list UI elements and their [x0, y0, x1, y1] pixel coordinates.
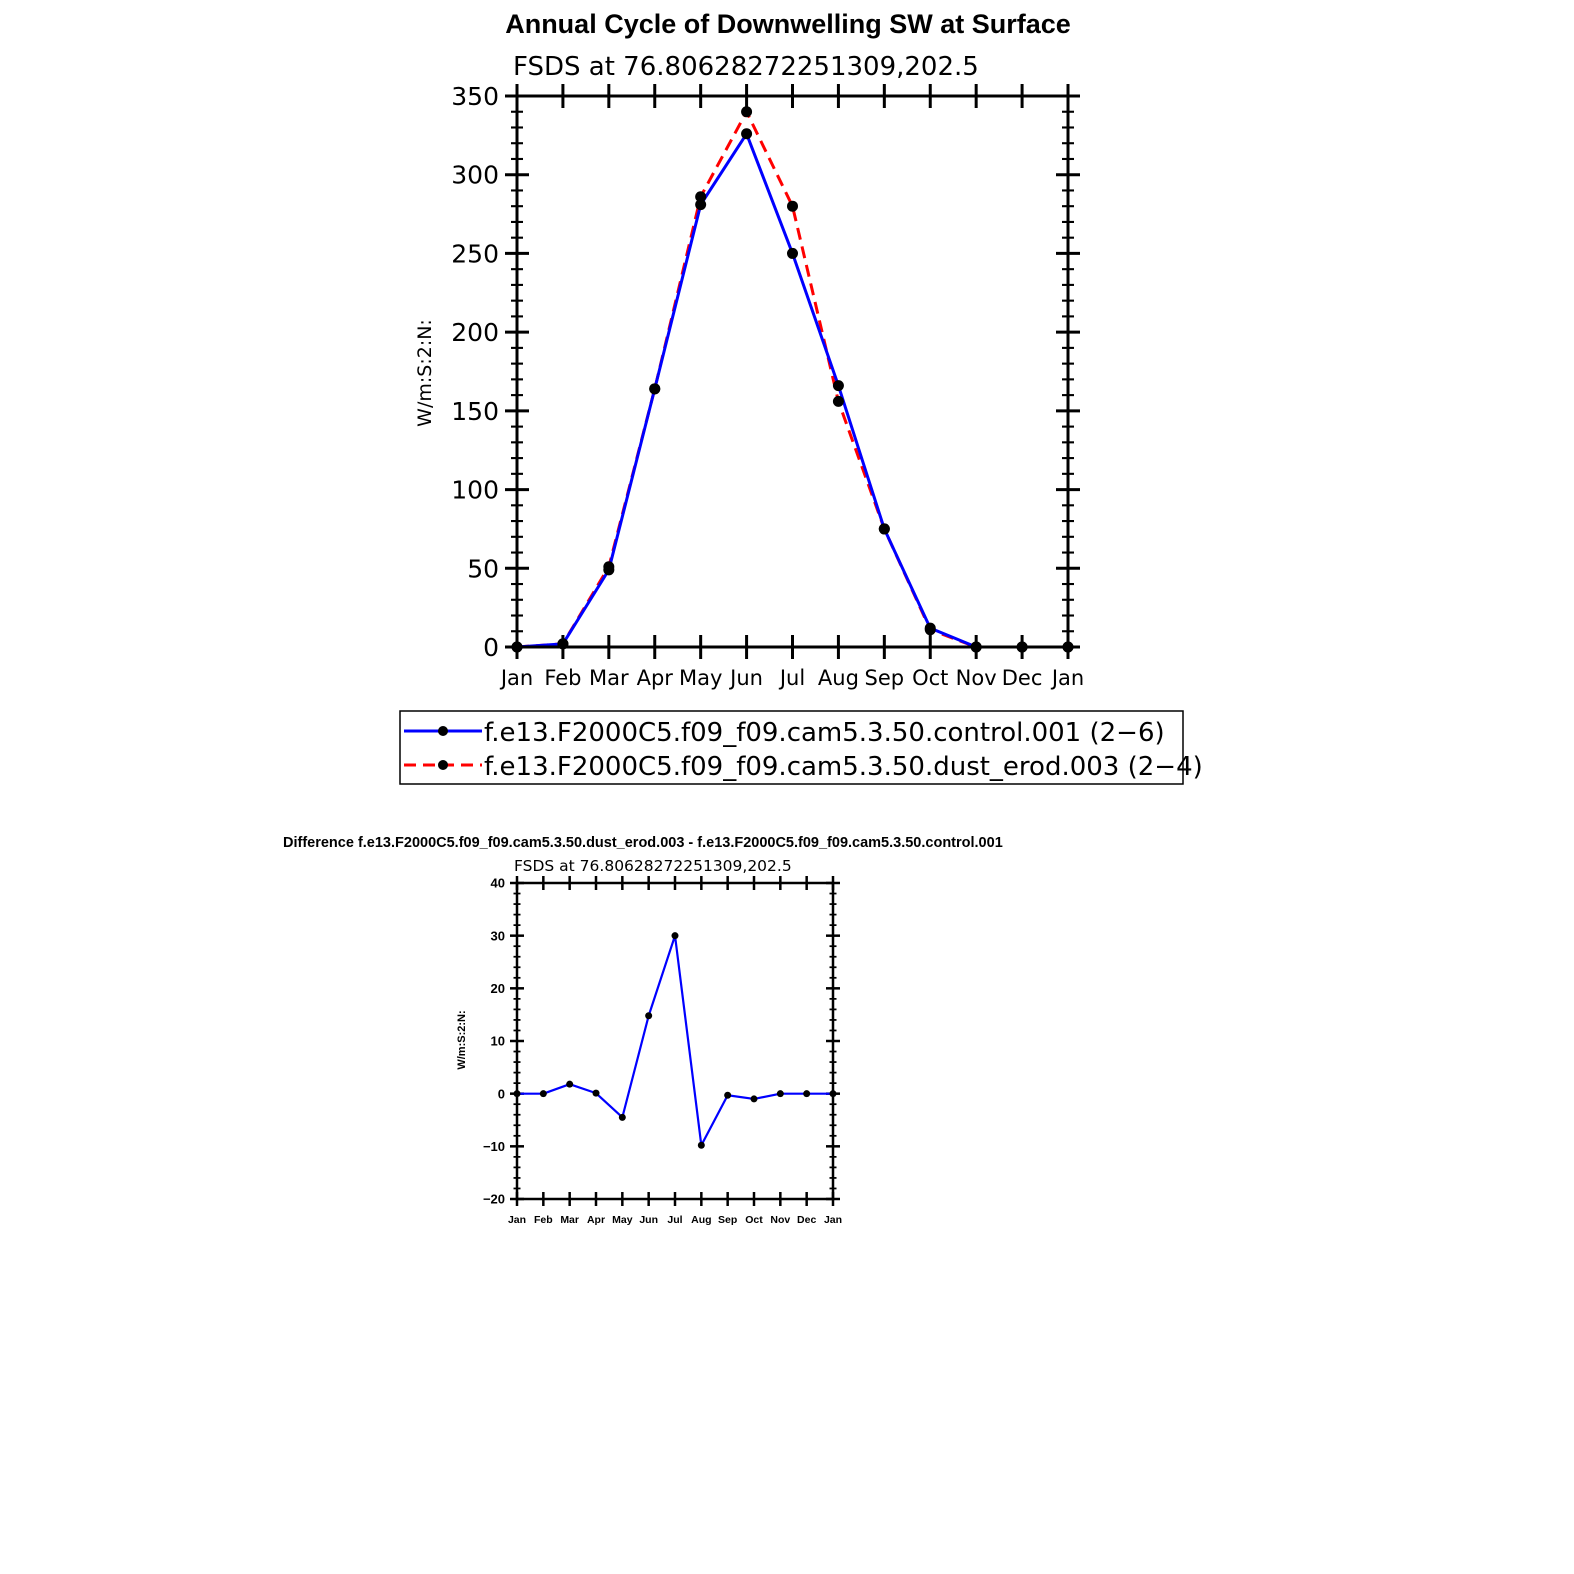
- chart1-y-axis-label: W/m:S:2:N:: [414, 319, 436, 427]
- chart1-x-tick-label: Jun: [730, 666, 763, 690]
- chart1-title: Annual Cycle of Downwelling SW at Surface: [505, 9, 1071, 39]
- chart1-series-1-point: [787, 201, 798, 212]
- chart1-x-tick-label: Jan: [500, 666, 534, 690]
- chart2-series-0-point: [724, 1092, 731, 1099]
- chart2-x-tick-label: Mar: [560, 1214, 580, 1226]
- chart2-title: Difference f.e13.F2000C5.f09_f09.cam5.3.50.dust_erod.003 - f.e13.F2000C5.f09_f09.cam5.3.50.control.001: [283, 835, 1003, 851]
- chart2-series-0-point: [593, 1090, 600, 1097]
- chart1-y-tick-label: 200: [451, 318, 499, 348]
- chart1-x-tick-label: Jan: [1051, 666, 1085, 690]
- chart1-x-tick-label: Apr: [636, 666, 673, 690]
- chart2-x-tick-label: May: [612, 1214, 633, 1226]
- chart2-x-tick-label: Jun: [639, 1214, 659, 1226]
- chart2-subtitle: FSDS at 76.80628272251309,202.5: [514, 857, 792, 875]
- chart1-x-tick-label: Mar: [589, 666, 629, 690]
- chart2-y-axis-label: W/m:S:2:N:: [456, 1010, 468, 1070]
- difference-chart: [283, 835, 1003, 1226]
- chart2-series-0-line: [517, 936, 833, 1146]
- legend-label-control: f.e13.F2000C5.f09_f09.cam5.3.50.control.001 (2−6): [484, 718, 1165, 748]
- chart2-series-0-point: [566, 1081, 573, 1088]
- chart2-y-tick-label: 40: [490, 875, 505, 891]
- chart2-y-tick-label: −10: [482, 1139, 505, 1155]
- chart2-series-0-point: [777, 1090, 784, 1097]
- chart2-series-0-point: [751, 1095, 758, 1102]
- chart1-x-tick-label: May: [678, 666, 723, 690]
- chart1-legend: [400, 711, 1203, 784]
- chart1-series-1-point: [649, 383, 660, 394]
- chart2-series-0-point: [619, 1114, 626, 1121]
- chart1-series-1-point: [925, 624, 936, 635]
- legend-marker-control: [438, 726, 448, 736]
- chart1-x-tick-label: Nov: [955, 666, 997, 690]
- chart1-series-1-point: [741, 106, 752, 117]
- chart2-x-tick-label: Nov: [770, 1214, 791, 1226]
- chart2-y-tick-label: 0: [497, 1086, 505, 1102]
- legend-label-dust-erod: f.e13.F2000C5.f09_f09.cam5.3.50.dust_erod.003 (2−4): [484, 752, 1203, 782]
- chart2-y-tick-label: 30: [490, 928, 505, 944]
- chart2-series-0-point: [540, 1090, 547, 1097]
- chart1-series-0-point: [787, 248, 798, 259]
- chart2-x-tick-label: Jan: [823, 1214, 843, 1226]
- chart1-y-tick-label: 150: [451, 396, 499, 426]
- chart1-series-0-point: [833, 380, 844, 391]
- chart1-series-1-point: [695, 191, 706, 202]
- chart2-plot-frame: [517, 883, 833, 1199]
- chart1-x-tick-label: Aug: [817, 666, 859, 690]
- chart1-x-tick-label: Jul: [779, 666, 806, 690]
- legend-marker-dust-erod: [438, 760, 448, 770]
- chart2-series-0-point: [672, 932, 679, 939]
- chart1-series-1-line: [517, 112, 1068, 647]
- chart1-y-tick-label: 300: [451, 160, 499, 190]
- chart2-x-tick-label: Aug: [691, 1214, 712, 1226]
- chart2-x-tick-label: Sep: [718, 1214, 738, 1226]
- annual-cycle-chart: [414, 9, 1084, 690]
- chart2-series-0-point: [645, 1012, 652, 1019]
- chart1-subtitle: FSDS at 76.80628272251309,202.5: [513, 52, 979, 82]
- chart2-x-tick-label: Apr: [586, 1214, 606, 1226]
- chart1-plot-frame: [517, 96, 1068, 647]
- chart1-series-1-point: [603, 561, 614, 572]
- chart2-y-tick-label: −20: [482, 1191, 505, 1207]
- chart1-y-tick-label: 100: [451, 475, 499, 505]
- chart2-series-0-point: [698, 1142, 705, 1149]
- chart1-series-1-point: [879, 523, 890, 534]
- chart2-x-tick-label: Oct: [745, 1214, 763, 1226]
- chart1-x-tick-label: Sep: [864, 666, 905, 690]
- chart1-x-tick-label: Dec: [1001, 666, 1043, 690]
- chart2-y-tick-label: 20: [490, 981, 505, 997]
- chart1-y-tick-label: 250: [451, 239, 499, 269]
- chart2-y-tick-label: 10: [490, 1033, 505, 1049]
- chart2-series-0-point: [803, 1090, 810, 1097]
- chart1-series-0-point: [741, 128, 752, 139]
- chart1-y-tick-label: 350: [451, 82, 499, 111]
- chart2-ticks: [483, 876, 842, 1226]
- chart1-x-tick-label: Oct: [912, 666, 949, 690]
- chart2-x-tick-label: Jan: [507, 1214, 527, 1226]
- chart1-x-tick-label: Feb: [544, 666, 582, 690]
- chart2-x-tick-label: Dec: [797, 1214, 817, 1226]
- chart1-ticks: [451, 82, 1084, 690]
- chart1-series: [512, 106, 1074, 652]
- chart2-x-tick-label: Jul: [667, 1214, 683, 1226]
- chart2-x-tick-label: Feb: [533, 1214, 553, 1226]
- chart1-y-tick-label: 50: [467, 554, 499, 584]
- chart1-y-tick-label: 0: [483, 633, 499, 662]
- chart2-series: [514, 932, 837, 1149]
- chart1-series-1-point: [833, 396, 844, 407]
